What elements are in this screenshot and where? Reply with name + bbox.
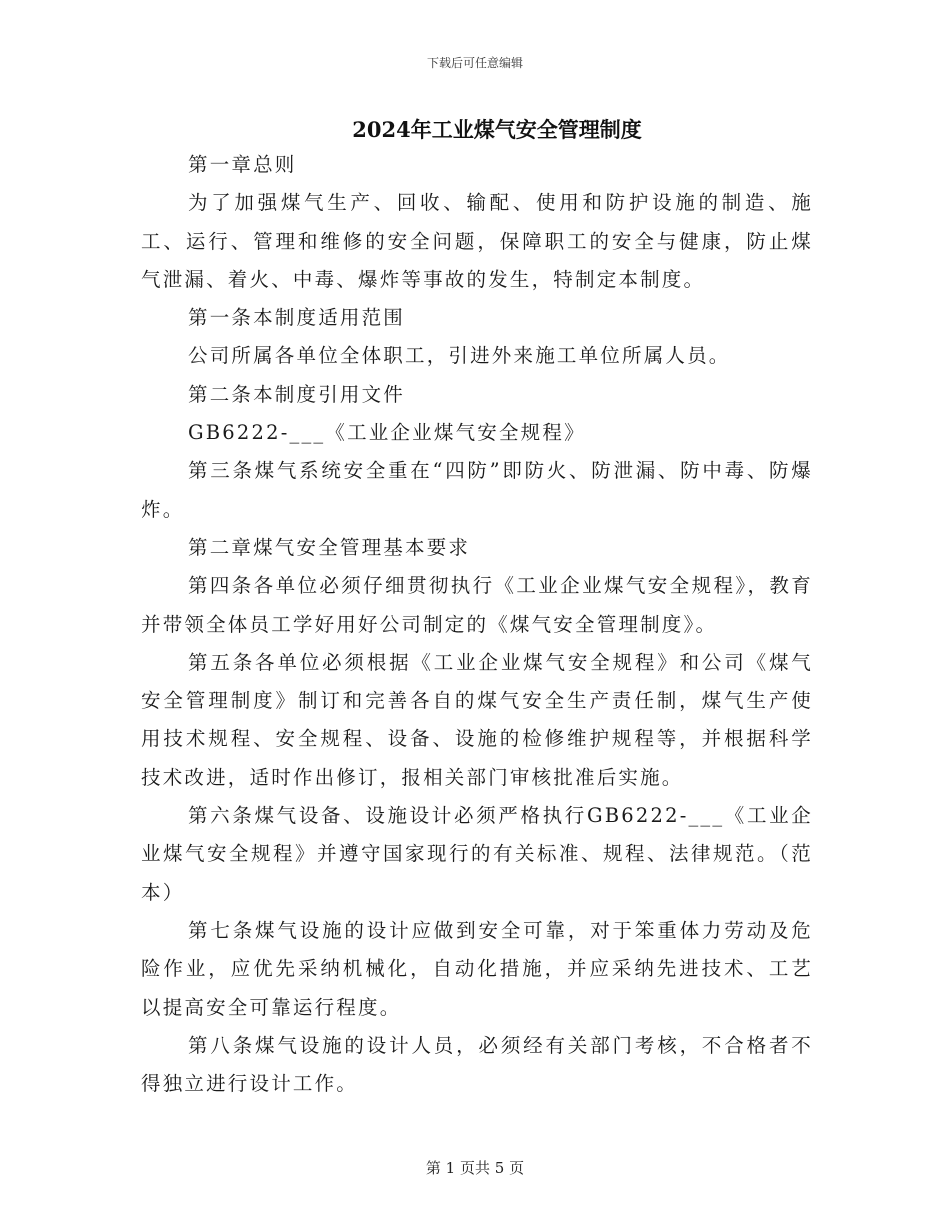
chapter-heading: 第一章总则 xyxy=(188,153,297,176)
body-paragraph: 第五条各单位必须根据《工业企业煤气安全规程》和公司《煤气安全管理制度》制订和完善各自的煤气安全生产责任制，煤气生产使用技术规程、安全规程、设备、设施的检修维护规程等，并根据科学技术改进，适时作出修订，报相关部门审核批准后实施。 xyxy=(141,650,813,789)
body-paragraph: 第三条煤气系统安全重在“四防”即防火、防泄漏、防中毒、防爆炸。 xyxy=(141,459,813,521)
header-note: 下载后可任意编辑 xyxy=(426,56,523,70)
body-paragraph: GB6222-___《工业企业煤气安全规程》 xyxy=(188,421,586,445)
body-paragraph: 第六条煤气设备、设施设计必须严格执行GB6222-___《工业企业煤气安全规程》并遵守国家现行的有关标准、规程、法律规范。（范本） xyxy=(141,804,813,904)
document-body xyxy=(141,146,813,1103)
body-paragraph: 为了加强煤气生产、回收、输配、使用和防护设施的制造、施工、运行、管理和维修的安全问题，保障职工的安全与健康，防止煤气泄漏、着火、中毒、爆炸等事故的发生，特制定本制度。 xyxy=(141,191,813,291)
page-number: 第 1 页共 5 页 xyxy=(425,1159,525,1177)
body-paragraph: 第四条各单位必须仔细贯彻执行《工业企业煤气安全规程》，教育并带领全体员工学好用好公司制定的《煤气安全管理制度》。 xyxy=(141,574,813,636)
body-paragraph: 第八条煤气设施的设计人员，必须经有关部门考核，不合格者不得独立进行设计工作。 xyxy=(141,1033,813,1096)
article-heading: 第二条本制度引用文件 xyxy=(188,382,406,406)
body-paragraph: 公司所属各单位全体职工，引进外来施工单位所属人员。 xyxy=(188,344,731,368)
body-paragraph: 第七条煤气设施的设计应做到安全可靠，对于笨重体力劳动及危险作业，应优先采纳机械化，自动化措施，并应采纳先进技术、工艺以提高安全可靠运行程度。 xyxy=(141,918,813,1019)
article-heading: 第一条本制度适用范围 xyxy=(188,306,406,330)
document-title: 2024年工业煤气安全管理制度 xyxy=(352,117,642,142)
chapter-heading: 第二章煤气安全管理基本要求 xyxy=(188,535,471,559)
